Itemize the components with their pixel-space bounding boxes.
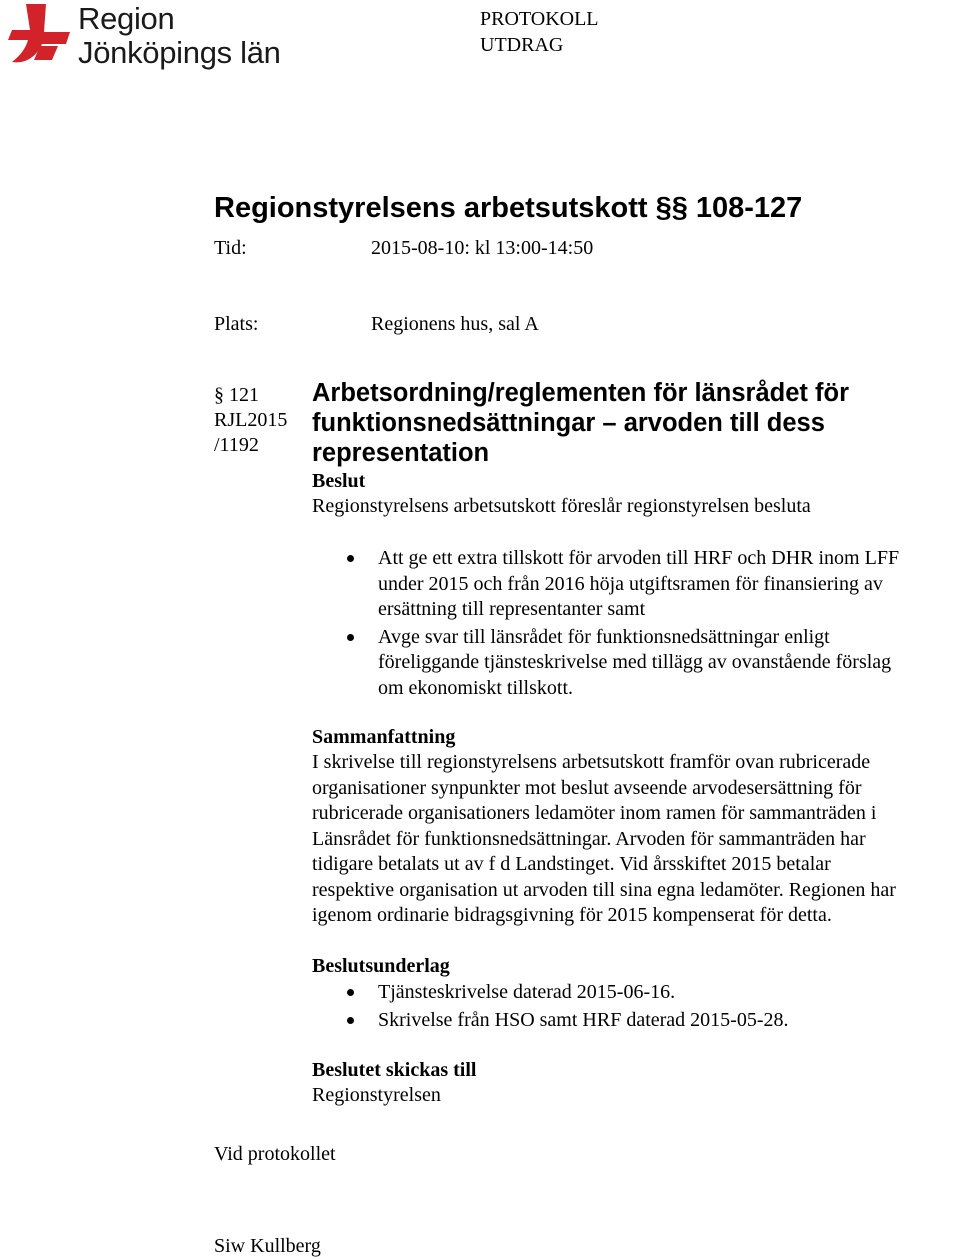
item-heading-line-1: Arbetsordning/reglementen för länsrådet för bbox=[312, 379, 849, 407]
list-item-line: Avge svar till länsrådet för funktionsnedsättningar enligt bbox=[378, 625, 830, 648]
logo-line-1: Region bbox=[78, 1, 175, 36]
region-logo bbox=[6, 2, 296, 72]
decision-list bbox=[312, 546, 960, 701]
bullet-icon bbox=[347, 555, 354, 562]
time-value: 2015-08-10: kl 13:00-14:50 bbox=[371, 237, 594, 259]
logo-line-2: Jönköpings län bbox=[78, 35, 281, 70]
bullet-icon bbox=[347, 634, 354, 641]
document-type bbox=[480, 6, 599, 58]
summary-line: rubricerade organisationers ledamöter inom ramen för sammanträden i bbox=[312, 802, 877, 824]
recorded-by-name: Siw Kullberg bbox=[214, 1235, 321, 1257]
bullet-icon bbox=[347, 1017, 354, 1024]
item-heading bbox=[312, 378, 932, 468]
basis-heading: Beslutsunderlag bbox=[312, 955, 450, 977]
bullet-icon bbox=[347, 989, 354, 996]
case-reference bbox=[214, 383, 287, 458]
summary-line: I skrivelse till regionstyrelsens arbetsutskott framför ovan rubricerade bbox=[312, 751, 871, 773]
list-item bbox=[312, 625, 960, 702]
summary-line: organisationer synpunkter mot beslut avseende arvodesersättning för bbox=[312, 776, 862, 799]
list-item-line: Att ge ett extra tillskott för arvoden till HRF och DHR inom LFF bbox=[378, 547, 900, 569]
sent-to-value: Regionstyrelsen bbox=[312, 1084, 441, 1106]
item-heading-line-2: funktionsnedsättningar – arvoden till dess bbox=[312, 409, 825, 437]
place-label: Plats: bbox=[214, 313, 259, 335]
summary-line: igenom ordinarie bidragsgivning för 2015 kompenserat för detta. bbox=[312, 904, 832, 926]
list-item-text: Tjänsteskrivelse daterad 2015-06-16. bbox=[378, 981, 676, 1003]
summary-line: tidigare betalats ut av f d Landstinget. Vid årsskiftet 2015 betalar bbox=[312, 853, 831, 875]
list-item bbox=[312, 1008, 960, 1034]
list-item-line: under 2015 och från 2016 höja utgiftsramen för finansiering av bbox=[378, 572, 883, 595]
document-type-line-2: UTDRAG bbox=[480, 34, 564, 56]
summary-line: respektive organisation ut arvoden till sina egna ledamöter. Regionen har bbox=[312, 878, 896, 901]
document-type-line-1: PROTOKOLL bbox=[480, 8, 599, 30]
region-cross-icon bbox=[6, 2, 72, 68]
diary-number-line-2: /1192 bbox=[214, 434, 259, 456]
sent-to-heading: Beslutet skickas till bbox=[312, 1059, 477, 1081]
paragraph-number: § 121 bbox=[214, 384, 259, 406]
basis-list bbox=[312, 980, 960, 1033]
diary-number-line-1: RJL2015 bbox=[214, 409, 288, 431]
time-label: Tid: bbox=[214, 237, 247, 259]
list-item bbox=[312, 980, 960, 1006]
recorded-by-label: Vid protokollet bbox=[214, 1143, 336, 1165]
summary-text bbox=[312, 750, 960, 929]
item-heading-line-3: representation bbox=[312, 439, 490, 467]
list-item-line: ersättning till representanter samt bbox=[378, 598, 646, 620]
summary-line: Länsrådet för funktionsnedsättningar. Arvoden för sammanträden har bbox=[312, 827, 866, 850]
list-item-text: Skrivelse från HSO samt HRF daterad 2015-05-28. bbox=[378, 1008, 789, 1031]
place-value: Regionens hus, sal A bbox=[371, 313, 539, 335]
decision-intro: Regionstyrelsens arbetsutskott föreslår regionstyrelsen besluta bbox=[312, 495, 811, 517]
list-item bbox=[312, 546, 960, 623]
decision-heading: Beslut bbox=[312, 470, 366, 492]
list-item-line: föreliggande tjänsteskrivelse med tillägg av ovanstående förslag bbox=[378, 651, 892, 673]
page-title: Regionstyrelsens arbetsutskott §§ 108-127 bbox=[214, 192, 803, 224]
list-item-line: om ekonomiskt tillskott. bbox=[378, 676, 574, 699]
summary-heading: Sammanfattning bbox=[312, 726, 456, 748]
